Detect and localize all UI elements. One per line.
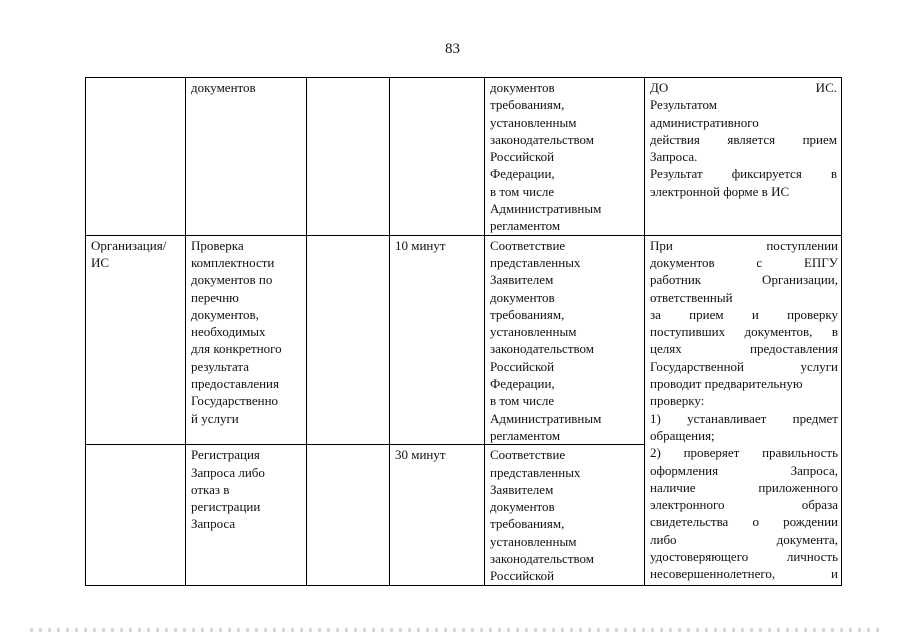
table-cell (645, 78, 842, 236)
cell-text-line: Федерации, (490, 376, 555, 392)
cell-text-line: Организация/ (91, 237, 167, 253)
cell-text-line: Регистрация (191, 447, 260, 463)
cell-text-line: представленных (490, 254, 581, 270)
cell-text-line: предоставления (191, 376, 279, 392)
cell-text-line: требованиям, (490, 516, 565, 532)
cell-text-line: необходимых (191, 324, 266, 340)
cell-text-line: документов по (191, 272, 273, 288)
cell-text-line: При поступлении (650, 237, 838, 253)
cell-text-line: результата (191, 358, 250, 374)
cell-text-line: ответственный (650, 289, 733, 305)
cell-text-line: й услуги (191, 410, 239, 426)
cell-text-line: действия является прием (650, 131, 837, 147)
cell-text-line: электронной форме в ИС (650, 183, 790, 199)
table-cell (307, 78, 390, 236)
cell-text-line: Российской (490, 149, 555, 165)
cell-text-line: работник Организации, (650, 272, 838, 288)
cell-text-line: проводит предварительную (650, 376, 803, 392)
page-number: 83 (445, 41, 460, 57)
cell-text-line: установленным (490, 533, 577, 549)
cell-text-line: несовершеннолетнего, и (650, 566, 838, 582)
table-cell (86, 78, 186, 236)
cell-text-line: 10 минут (395, 237, 446, 253)
cell-text-line: 30 минут (395, 447, 446, 463)
cell-text-line: обращения; (650, 427, 715, 443)
cell-text-line: Административным (490, 201, 602, 217)
table-cell (86, 445, 186, 585)
cell-text-line: поступивших документов, в (650, 324, 838, 340)
table-cell (485, 445, 645, 585)
cell-text-line: ДО ИС. (650, 80, 837, 95)
cell-text-line: проверку: (650, 393, 705, 409)
cell-text-line: либо документа, (650, 531, 838, 547)
cell-text-line: Государственной услуги (650, 358, 838, 374)
cell-text-line: в том числе (490, 393, 555, 409)
table-cell (390, 235, 485, 445)
table-row (86, 235, 842, 445)
table-cell (186, 235, 307, 445)
procedure-table (85, 77, 842, 586)
cell-text-line: документов, (191, 306, 259, 322)
cell-text-line: документов (490, 499, 555, 515)
cell-text-line: установленным (490, 114, 577, 130)
table-cell (307, 235, 390, 445)
cell-text-line: административного (650, 114, 759, 130)
cell-text-line: документов (490, 80, 555, 95)
cell-text-line: требованиям, (490, 306, 565, 322)
cell-text-line: Результатом (650, 97, 717, 113)
cell-text-line: для конкретного (191, 341, 282, 357)
cell-text-line: 2) проверяет правильность (650, 445, 838, 461)
cell-text-line: Административным (490, 410, 602, 426)
cell-text-line: электронного образа (650, 497, 838, 513)
cell-text-line: Российской (490, 568, 555, 584)
cell-text-line: комплектности (191, 254, 275, 270)
cell-text-line: Российской (490, 358, 555, 374)
cell-text-line: отказ в (191, 481, 230, 497)
cell-text-line: Соответствие (490, 447, 566, 463)
cell-text-line: Результат фиксируется в (650, 166, 837, 182)
cell-text-line: регистрации (191, 499, 261, 515)
cell-text-line: свидетельства о рождении (650, 514, 838, 530)
cell-text-line: Проверка (191, 237, 244, 253)
cell-text-line: требованиям, (490, 97, 565, 113)
cell-text-line: Запроса (191, 516, 236, 532)
cell-text-line: Заявителем (490, 272, 554, 288)
cell-text-line: представленных (490, 464, 581, 480)
table-cell (390, 445, 485, 585)
cell-text-line: Соответствие (490, 237, 566, 253)
table-cell (307, 445, 390, 585)
table-cell (485, 235, 645, 445)
cell-text-line: Федерации, (490, 166, 555, 182)
cell-text-line: документов с ЕПГУ (650, 254, 838, 270)
cell-text-line: регламентом (490, 427, 561, 443)
table-cell (485, 78, 645, 236)
table-cell (186, 78, 307, 236)
cell-text-line: Государственно (191, 393, 279, 409)
cell-text-line: документов (490, 289, 555, 305)
cell-text-line: регламентом (490, 218, 561, 234)
cell-text-line: Запроса либо (191, 464, 265, 480)
cell-text-line: законодательством (490, 131, 595, 147)
table-cell (390, 78, 485, 236)
scan-artifact (30, 628, 880, 632)
cell-text-line: целях предоставления (650, 341, 838, 357)
cell-text-line: в том числе (490, 183, 555, 199)
cell-text-line: ИС (91, 254, 110, 270)
cell-text-line: Запроса. (650, 149, 698, 165)
cell-text-line: удостоверяющего личность (650, 549, 838, 565)
table-cell (86, 235, 186, 445)
cell-text-line: Заявителем (490, 481, 554, 497)
cell-text-line: законодательством (490, 551, 595, 567)
cell-text-line: за прием и проверку (650, 306, 838, 322)
cell-text-line: законодательством (490, 341, 595, 357)
cell-text-line: 1) устанавливает предмет (650, 410, 838, 426)
cell-text-line: установленным (490, 324, 577, 340)
cell-text-line: перечню (191, 289, 239, 305)
cell-text-line: документов (191, 80, 256, 95)
cell-text-line: оформления Запроса, (650, 462, 838, 478)
table-row (86, 78, 842, 236)
cell-text-line: наличие приложенного (650, 479, 838, 495)
table-cell (645, 235, 842, 585)
table-cell (186, 445, 307, 585)
